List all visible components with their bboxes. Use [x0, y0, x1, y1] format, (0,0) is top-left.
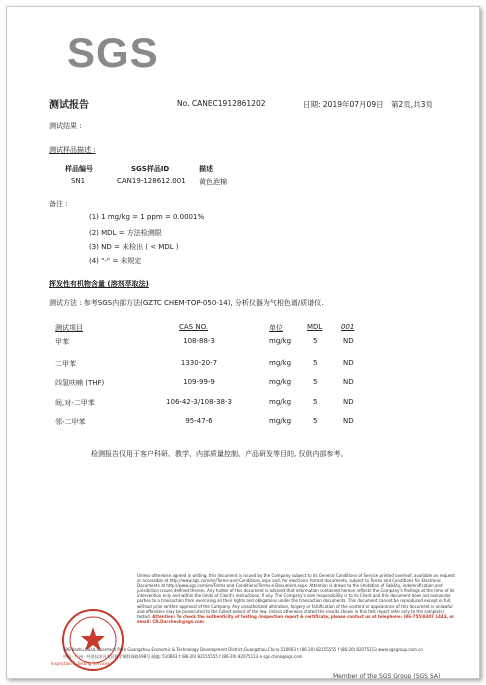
results-cell-result: ND [343, 337, 354, 345]
results-cell-mdl: 5 [313, 337, 318, 345]
results-cell-result: ND [343, 359, 354, 367]
results-cell-unit: mg/kg [269, 359, 292, 367]
results-header-mdl: MDL [307, 323, 323, 331]
results-cell-cas: 1330-20-7 [180, 359, 218, 367]
results-cell-result: ND [343, 417, 354, 425]
results-cell-cas: 109-99-9 [183, 378, 215, 386]
results-cell-item: 甲苯 [55, 338, 69, 346]
report-page [6, 6, 480, 679]
footer-address-en: 198 Kezhu Road,Scientech Park Guangzhou Economic & Technology Development District,Guangzhou,China 510663 t (86-20) 82155555 f (86-20) 82075113 www.sgsgroup.com.cn [63, 647, 423, 652]
page-number: 第2页,共3页 [391, 100, 433, 109]
results-cell-mdl: 5 [313, 417, 318, 425]
sample-cell-id: SN1 [71, 177, 86, 185]
note-item: (4) "-" = 未规定 [89, 257, 142, 265]
page-title: 测试报告 [49, 100, 89, 111]
sgs-logo: SGS [67, 29, 159, 76]
results-cell-unit: mg/kg [269, 378, 292, 386]
results-label: 测试结果 : [49, 122, 82, 130]
footer-address-cn: 中国 · 广州 · 经济技术开发区科学城科珠路198号 邮编: 510663 t (86-20) 82155555 f (86-20) 82075113 e sgs.china@sgs.com [63, 654, 303, 659]
results-cell-result: ND [343, 378, 354, 386]
sample-cell-sgs-id: CAN19-128612.001 [117, 177, 186, 185]
results-cell-unit: mg/kg [269, 337, 292, 345]
results-cell-mdl: 5 [313, 378, 318, 386]
report-date: 日期: 2019年07月09日 [303, 100, 384, 109]
results-cell-unit: mg/kg [269, 417, 292, 425]
results-cell-unit: mg/kg [269, 398, 292, 406]
results-cell-cas: 108-88-3 [183, 337, 215, 345]
results-cell-item: 四氢呋喃 (THF) [55, 379, 105, 387]
results-header-sample: 001 [341, 323, 355, 331]
sample-header-id: 样品编号 [65, 165, 93, 173]
results-cell-item: 间,对-二甲苯 [55, 399, 95, 407]
results-cell-mdl: 5 [313, 398, 318, 406]
sample-description-label: 测试样品描述 : [49, 146, 96, 154]
footer-member: Member of the SGS Group (SGS SA) [333, 673, 441, 679]
results-cell-cas: 106-42-3/108-38-3 [166, 398, 232, 406]
notes-label: 备注 : [49, 200, 68, 208]
note-item: (1) 1 mg/kg = 1 ppm = 0.0001% [89, 213, 205, 221]
test-method: 测试方法 : 参考SGS内部方法(GZTC CHEM-TOP-050-14), 分析仪器为气相色谱/质谱仪. [49, 299, 324, 307]
note-item: (2) MDL = 方法检测限 [89, 229, 162, 237]
disclaimer-text: 检测报告仅用于客户科研、教学、内部质量控制、产品研发等目的, 仅供内部参考。 [91, 450, 348, 458]
results-cell-mdl: 5 [313, 359, 318, 367]
sample-header-desc: 描述 [199, 165, 213, 173]
results-cell-result: ND [343, 398, 354, 406]
terms-text: Unless otherwise agreed in writing, this document is issued by the Company subject to its General Conditions of Service printed overleaf, available on request or accessible at http://www.sgs.com/en/Terms-and-Conditions.aspx and, for electronic format documents, subject to Terms and Conditions for Electronic Documents at http://www.sgs.com/en/Terms-and-Conditions/Terms-e-Document.aspx. Attention is drawn to the limitation of liability, indemnification and jurisdiction issues defined therein. Any holder of this document is advised that information contained hereon reflects the Company's findings at the time of its intervention only and within the limits of Client's instructions, if any. The Company's sole responsibility is to its Client and this document does not exonerate parties to a transaction from exercising all their rights and obligations under the transaction documents. This document cannot be reproduced except in full, without prior written approval of the Company. Any unauthorized alteration, forgery or falsification of the content or appearance of this document is unlawful and offenders may be prosecuted to the fullest extent of the law. Unless otherwise stated the results shown in this test report refer only to the sample(s) tested. Attention: To check the authenticity of testing /inspection report & certificate, please contact us at telephone: (86-755)8307 1443, or email: CN.Doccheck@sgs.com [137, 573, 455, 624]
sample-header-sgs-id: SGS样品ID [131, 165, 170, 173]
report-number: No. CANEC1912861202 [177, 99, 266, 108]
note-item: (3) ND = 未检出 ( < MDL ) [89, 243, 179, 251]
section-title: 挥发性有机物含量 (溶剂萃取法) [49, 280, 149, 288]
results-cell-cas: 95-47-6 [185, 417, 213, 425]
results-header-item: 测试项目 [55, 324, 83, 332]
results-cell-item: 邻-二甲苯 [55, 418, 86, 426]
sample-cell-desc: 黄色泡棉 [199, 178, 227, 186]
results-header-cas: CAS NO. [179, 323, 209, 331]
results-header-unit: 单位 [269, 324, 283, 332]
authenticity-note: Attention: To check the authenticity of testing /inspection report & certificate, please contact us at telephone: (86-755)8307 1443, or email: CN.Doccheck@sgs.com [137, 613, 455, 624]
stamp-label: Inspection & Testing Services [51, 661, 110, 666]
results-cell-item: 二甲苯 [55, 360, 76, 368]
